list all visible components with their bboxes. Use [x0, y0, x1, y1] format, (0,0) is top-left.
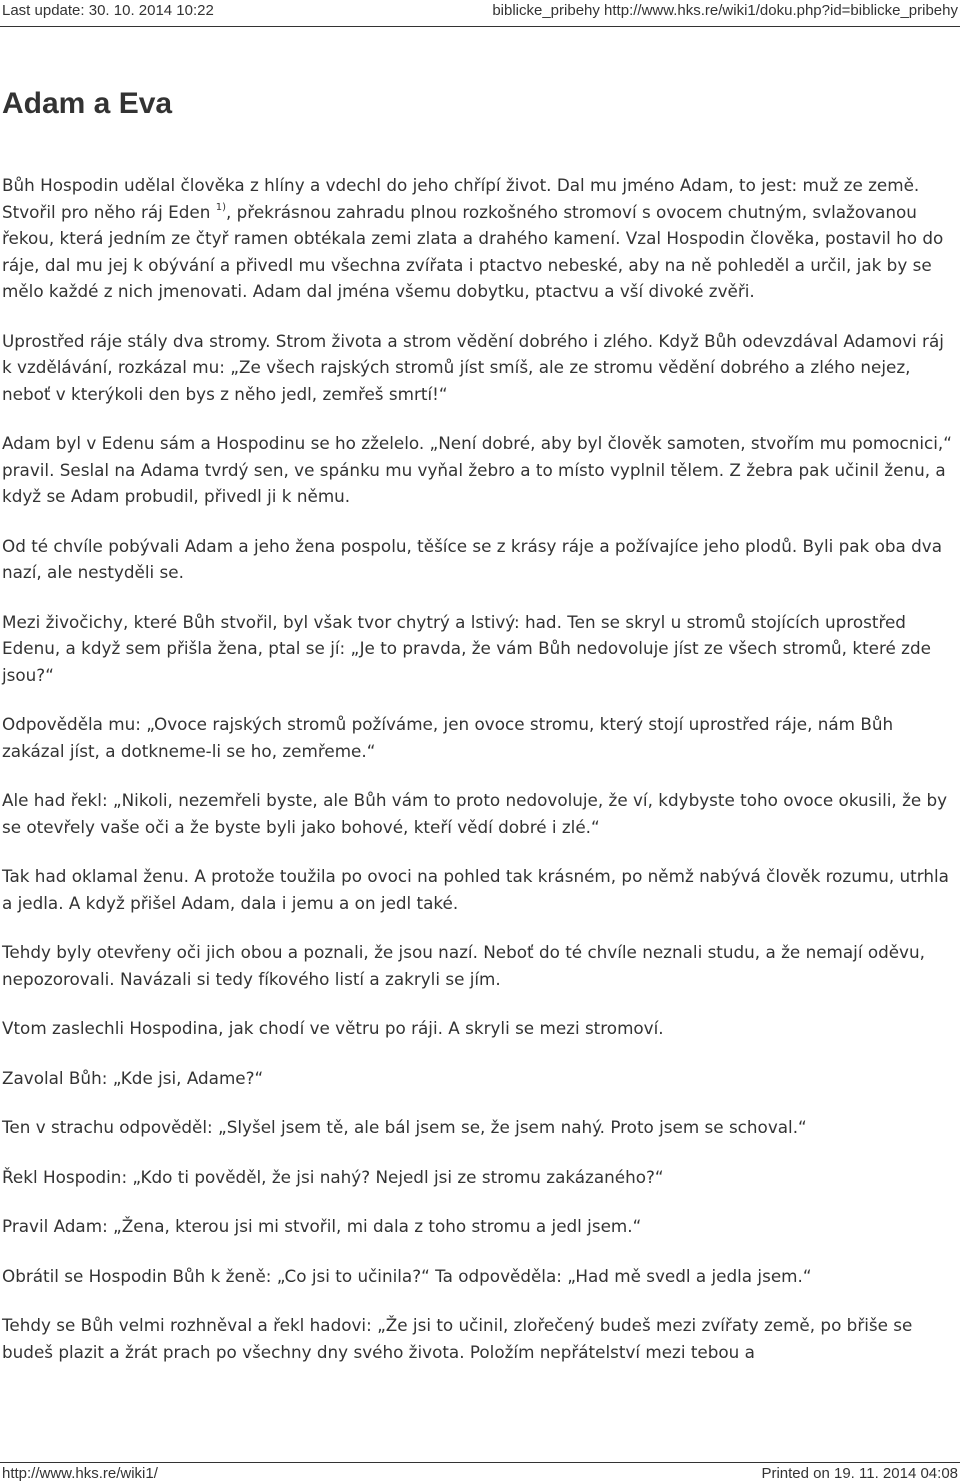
footer-url[interactable]: http://www.hks.re/wiki1/ — [2, 1465, 158, 1482]
paragraph-6: Odpověděla mu: „Ovoce rajských stromů požíváme, jen ovoce stromu, který stojí uprostřed ráje, nám Bůh zakázal jíst, a dotkneme-li se ho, zemřeme.“ — [2, 714, 894, 761]
paragraph-16: Tehdy se Bůh velmi rozhněval a řekl hadovi: „Že jsi to učinil, zlořečený budeš mezi zvířaty země, po břiše se budeš plazit a žrát prach po všechny dny svého života. Položím nepřátelství mezi tebou a — [2, 1315, 913, 1362]
paragraph-7: Ale had řekl: „Nikoli, nezemřeli byste, ale Bůh vám to proto nedovoluje, že ví, kdybyste toho ovoce okusili, že by se otevřely vaše oči a že byste byli jako bohové, kteří vědí dobré i zlé.“ — [2, 790, 948, 837]
paragraph-11: Zavolal Bůh: „Kde jsi, Adame?“ — [2, 1067, 264, 1088]
paragraph-5: Mezi živočichy, které Bůh stvořil, byl však tvor chytrý a lstivý: had. Ten se skryl u stromů stojících uprostřed Edenu, a když sem přišla žena, ptal se jí: „Je to pravda, že vám Bůh nedovoluje jíst ze všech stromů, které zde jsou?“ — [2, 611, 931, 685]
paragraph-2: Uprostřed ráje stály dva stromy. Strom života a strom vědění dobrého i zlého. Když Bůh odevzdával Adamovi ráj k vzdělávání, rozkázal mu: „Ze všech rajských stromů jíst smíš, ale ze stromu vědění dobrého a zlého nejez, neboť v kterýkoli den bys z něho jedl, zemřeš smrtí!“ — [2, 330, 944, 404]
paragraph-14: Pravil Adam: „Žena, kterou jsi mi stvořil, mi dala z toho stromu a jedl jsem.“ — [2, 1216, 642, 1236]
paragraph-8: Tak had oklamal ženu. A protože toužila po ovoci na pohled tak krásném, po němž nabývá člověk rozumu, utrhla a jedla. A když přišel Adam, dala i jemu a on jedl také. — [2, 866, 949, 913]
paragraph-3: Adam byl v Edenu sám a Hospodinu se ho zželelo. „Není dobré, aby byl člověk samoten, stvořím mu pomocnici,“ pravil. Seslal na Adama tvrdý sen, ve spánku mu vyňal žebro a to místo vyplnil tělem. Z žebra pak učinil ženu, a když se Adam probudil, přivedl ji k němu. — [2, 433, 952, 506]
paragraph-12: Ten v strachu odpověděl: „Slyšel jsem tě, ale bál jsem se, že jsem nahý. Proto jsem se schoval.“ — [2, 1117, 807, 1137]
paragraph-9: Tehdy byly otevřeny oči jich obou a poznali, že jsou nazí. Neboť do té chvíle neznali studu, a že nemají oděvu, nepozorovali. Navázali si tedy fíkového listí a zakryli se jím. — [2, 942, 925, 989]
article-body — [2, 172, 958, 1388]
page-footer — [0, 1462, 960, 1484]
paragraph-10: Vtom zaslechli Hospodina, jak chodí ve větru po ráji. A skryli se mezi stromoví. — [2, 1018, 664, 1038]
paragraph-4: Od té chvíle pobývali Adam a jeho žena pospolu, těšíce se z krásy ráje a požívajíce jeho plodů. Byli pak oba dva nazí, ale nestyděli se. — [2, 535, 943, 582]
paragraph-15: Obrátil se Hospodin Bůh k ženě: „Co jsi to učinila?“ Ta odpověděla: „Had mě svedl a jedla jsem.“ — [2, 1265, 812, 1286]
printed-date: Printed on 19. 11. 2014 04:08 — [761, 1465, 958, 1482]
paragraph-1-text-a: Bůh Hospodin udělal člověka z hlíny a vdechl do jeho chřípí život. Dal mu jméno Adam, to jest: muž ze země. Stvořil pro něho ráj Eden — [2, 175, 920, 222]
paragraph-13: Řekl Hospodin: „Kdo ti pověděl, že jsi nahý? Nejedl jsi ze stromu zakázaného?“ — [2, 1166, 664, 1187]
page-title: Adam a Eva — [2, 87, 173, 120]
last-update: Last update: 30. 10. 2014 10:22 — [2, 2, 214, 19]
footnote-link[interactable]: 1) — [215, 201, 226, 213]
page-header — [0, 0, 960, 27]
page-reference: biblicke_pribehy http://www.hks.re/wiki1/doku.php?id=biblicke_pribehy — [492, 2, 958, 19]
paragraph-1 — [2, 172, 958, 305]
paragraph-1-text-b: , překrásnou zahradu plnou rozkošného stromoví s ovocem chutným, svlažovanou řekou, která jedním ze čtyř ramen obtékala zemi zlata a drahého kamení. Vzal Hospodin člověka, postavil ho do ráje, dal mu jej k obývání a přivedl mu všechna zvířata i ptactvo nebeské, aby na ně pohleděl a určil, jak by se mělo každé z nich jmenovati. Adam dal jména všemu dobytku, ptactvu a vší divoké zvěři. — [2, 201, 944, 301]
